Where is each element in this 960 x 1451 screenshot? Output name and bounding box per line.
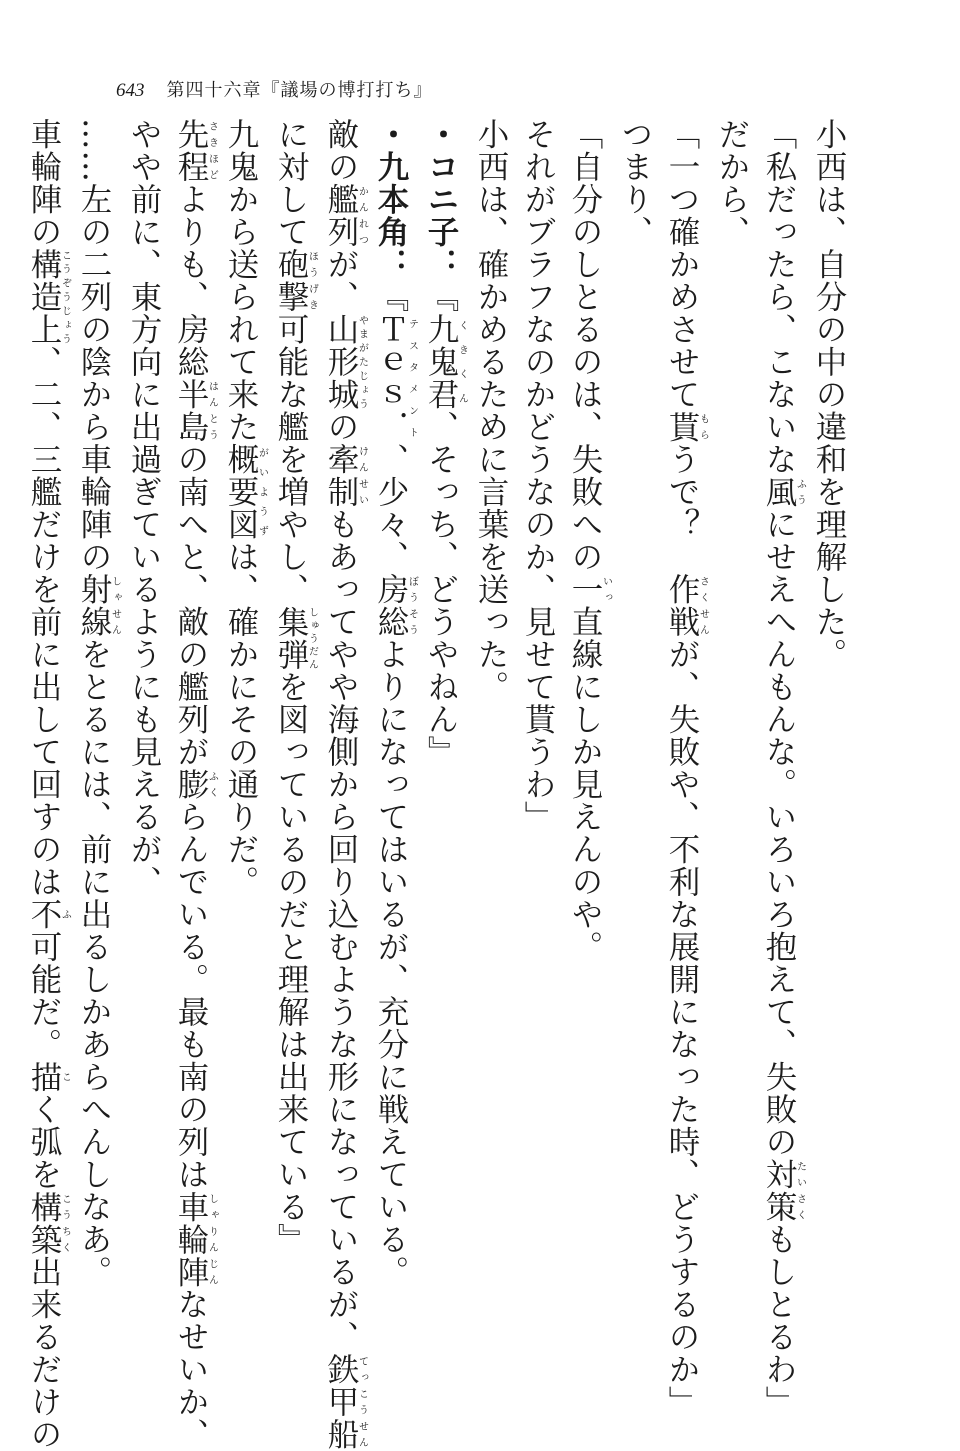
text-segment: もしとるわ」: [761, 1223, 797, 1418]
page-number: 643: [116, 80, 145, 101]
text-segment: 『: [373, 280, 409, 313]
text-segment: なせいか、: [173, 1288, 209, 1451]
ruby-word: [76, 573, 121, 638]
text-segment: うで？: [664, 443, 700, 573]
ruby-base: 作戦: [664, 573, 700, 638]
text-line: [514, 118, 561, 1338]
furigana: はんとう: [206, 378, 218, 443]
text-segment: 「私だったら、こないな: [761, 118, 797, 476]
ruby-word: [323, 1353, 368, 1451]
text-line: [70, 118, 120, 1338]
ruby-base: 対策: [761, 1158, 797, 1223]
ruby-word: [373, 573, 418, 638]
ruby-base: 構築: [26, 1190, 62, 1256]
ruby-base: 風: [761, 475, 797, 508]
chapter-title: 第四十六章『議場の博打打ち』: [166, 80, 433, 101]
page-header: [116, 76, 433, 102]
text-segment: く弧を: [26, 1093, 62, 1191]
ruby-base: 艦列: [323, 183, 359, 248]
text-line: [267, 118, 317, 1338]
furigana: しゅうだん: [306, 605, 318, 671]
ruby-base: 九鬼君: [423, 313, 459, 411]
text-segment: の南へと、敵の艦列が: [173, 443, 209, 768]
furigana: がいようず: [256, 443, 268, 541]
text-segment: が、失敗や、不利な展開になった時、どうするのか」: [664, 638, 700, 1418]
text-segment: よりも、房総: [173, 183, 209, 378]
text-line: [708, 118, 755, 1338]
text-segment: 可能な艦を増やし、: [273, 313, 309, 606]
ruby-word: [273, 605, 318, 671]
ruby-base: 車輪陣: [173, 1190, 209, 1288]
furigana: しゃりんじん: [206, 1190, 218, 1288]
text-segment: 「自分のしとるのは、失敗への: [567, 118, 603, 573]
text-segment: それがブラフなのかどうなのか、見せて貰うわ」: [520, 118, 556, 833]
text-line: [367, 118, 417, 1338]
speaker-name: ・九本角：: [373, 118, 409, 281]
furigana: くきくん: [456, 313, 468, 411]
ruby-word: [423, 313, 468, 411]
furigana: てっこうせん: [356, 1353, 368, 1451]
text-segment: を図っているのだと理解は出来ている』: [273, 670, 309, 1256]
ruby-base: 構造上: [26, 248, 62, 346]
ruby-base: 射線: [76, 573, 112, 638]
furigana: さくせん: [697, 573, 709, 638]
furigana: しゃせん: [109, 573, 121, 638]
text-line: [658, 118, 709, 1418]
furigana: ふ: [59, 898, 71, 931]
ruby-word: [323, 183, 368, 248]
ruby-word: [173, 1190, 218, 1289]
furigana: こうちく: [59, 1190, 71, 1256]
ruby-base: 牽制: [323, 443, 359, 508]
ruby-base: 山形城: [323, 313, 359, 411]
text-segment: 小西は、確かめるために言葉を送った。: [473, 118, 509, 703]
speaker-name: ・コニ子：: [423, 118, 459, 281]
furigana: たいさく: [794, 1158, 806, 1223]
ruby-word: [761, 475, 806, 509]
ruby-base: 砲撃: [273, 248, 309, 313]
text-line: [317, 118, 368, 1451]
text-segment: 『: [423, 280, 459, 313]
ruby-word: [173, 378, 218, 443]
furigana: かんれつ: [356, 183, 368, 248]
ruby-base: 不: [26, 898, 62, 931]
text-segment: が、: [323, 248, 359, 313]
ruby-word: [173, 768, 218, 801]
ruby-word: [26, 898, 71, 931]
ruby-word: [323, 443, 368, 508]
text-line: [120, 118, 167, 1338]
text-segment: だから、: [714, 118, 750, 248]
ruby-word: [373, 313, 418, 443]
ruby-base: 集弾: [273, 605, 309, 671]
text-segment: 、二、三艦だけを前に出して回すのは: [26, 345, 62, 898]
text-line: [167, 118, 218, 1451]
text-line: [217, 118, 267, 1338]
ruby-base: 先程: [173, 118, 209, 183]
text-segment: もあってやや海側から回り込むような形になっているが、: [323, 508, 359, 1353]
furigana: さきほど: [206, 118, 218, 183]
text-segment: 敵の: [323, 118, 359, 183]
furigana: もら: [697, 410, 709, 443]
text-segment: ……左の二列の陰から車輪陣の: [76, 118, 112, 573]
text-line: [561, 118, 611, 1338]
furigana: こ: [59, 1060, 71, 1093]
text-segment: の: [323, 410, 359, 443]
ruby-word: [567, 573, 612, 606]
text-segment: つまり、: [617, 118, 653, 248]
text-segment: らんでいる。最も南の列は: [173, 800, 209, 1191]
ruby-base: 房総: [373, 573, 409, 638]
text-segment: に対して: [273, 118, 309, 248]
ruby-word: [273, 248, 318, 313]
text-line: [417, 118, 467, 1338]
text-line: [611, 118, 658, 1338]
text-segment: 小西は、自分の中の違和を理解した。: [811, 118, 847, 671]
furigana: やまがたじょう: [356, 313, 368, 411]
text-segment: にせえへんもんな。いろいろ抱えて、失敗の: [761, 508, 797, 1158]
text-segment: よりになってはいるが、充分に戦えている。: [373, 638, 409, 1288]
ruby-base: 鉄甲船: [323, 1353, 359, 1451]
ruby-word: [664, 410, 709, 444]
text-segment: 、そっち、どうやねん』: [423, 410, 459, 768]
text-segment: 直線にしか見えんのや。: [567, 605, 603, 963]
text-segment: 可能だ。: [26, 930, 62, 1061]
furigana: ふく: [206, 768, 218, 801]
ruby-base: Ｔｅｓ．: [373, 313, 409, 443]
text-segment: 九鬼から送られて来た: [223, 118, 259, 443]
text-segment: 、少々、: [373, 443, 409, 573]
vertical-text-body: [26, 118, 852, 1451]
ruby-word: [664, 573, 709, 638]
ruby-base: 一: [567, 573, 603, 606]
text-segment: は、確かにその通りだ。: [223, 540, 259, 898]
text-line: [20, 118, 71, 1451]
text-segment: 「一つ確かめさせて: [664, 118, 700, 411]
text-line: [467, 118, 514, 1338]
text-line: [805, 118, 852, 1338]
ruby-base: 概要図: [223, 443, 259, 541]
text-line: [755, 118, 806, 1418]
text-segment: やや前に、東方向に出過ぎているようにも見えるが、: [126, 118, 162, 898]
text-segment: をとるには、前に出るしかあらへんしなあ。: [76, 638, 112, 1288]
ruby-base: 貰: [664, 410, 700, 443]
furigana: いっ: [600, 573, 612, 606]
text-segment: 車輪陣の: [26, 118, 62, 248]
furigana: ふう: [794, 475, 806, 508]
furigana: けんせい: [356, 443, 368, 508]
ruby-word: [173, 118, 218, 183]
ruby-base: 膨: [173, 768, 209, 801]
ruby-word: [323, 313, 368, 411]
ruby-word: [26, 1190, 71, 1256]
ruby-word: [761, 1158, 806, 1223]
furigana: こうぞうじょう: [59, 248, 71, 346]
furigana: テスタメント: [406, 313, 418, 443]
ruby-base: 描: [26, 1060, 62, 1093]
ruby-base: 半島: [173, 378, 209, 443]
ruby-word: [26, 248, 71, 346]
ruby-word: [26, 1060, 71, 1094]
furigana: ほうげき: [306, 248, 318, 313]
text-segment: 出来るだけの: [26, 1255, 62, 1451]
ruby-word: [223, 443, 268, 541]
furigana: ぼうそう: [406, 573, 418, 638]
